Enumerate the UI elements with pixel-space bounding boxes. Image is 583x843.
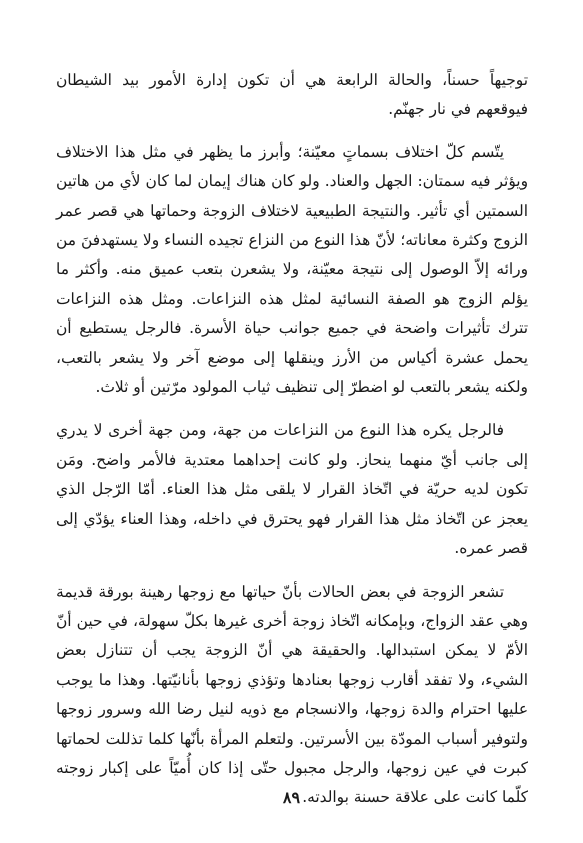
paragraph-3: فالرجل يكره هذا النوع من النزاعات من جهة، ومن جهة أخرى لا يدري إلى جانب أيّ منهما ينحاز. ولو كانت إحداهما معتدية فالأمر واضح. ومَن تكون لديه حريّة في اتّخاذ القرار لا يلقى مثل هذا العناء. أمّا الرّجل الذي يعجز عن اتّخاذ مثل هذا القرار فهو يحترق في داخله، وهذا العناء يؤدّي إلى قصر عمره. xyxy=(56,421,528,558)
paragraph-1: توجيهاً حسناً، والحالة الرابعة هي أن تكون إدارة الأمور بيد الشيطان فيوقعهم في نار جهنّم. xyxy=(56,71,528,119)
paragraph-2: يتّسم كلّ اختلاف بسماتٍ معيّنة؛ وأبرز ما يظهر في مثل هذا الاختلاف ويؤثر فيه سمتان: الجهل والعناد. ولو كان هناك إيمان لما كان لأي من هاتين السمتين أي تأثير. والنتيجة الطبيعية لاختلاف الزوجة وحماتها هي قصر عمر الزوج وكثرة معاناته؛ لأنّ هذا النوع من النزاع تجيده النساء ولا يستهدفنَ من ورائه إلاّ الوصول إلى نتيجة معيّنة، ولا يشعرن بتعب عميق منه. وأكثر ما يؤلم الزوج هو الصفة النسائية لمثل هذه النزاعات. ومثل هذه النزاعات تترك تأثيرات واضحة في جميع جوانب حياة الأسرة. فالرجل يستطيع أن يحمل عشرة أكياس من الأرز وينقلها إلى موضع آخر ولا يشعر بالتعب، ولكنه يشعر بالتعب لو اضطرّ إلى تنظيف ثياب المولود مرّتين أو ثلاث. xyxy=(56,142,528,397)
page-body xyxy=(56,66,528,813)
page-number: ٨٩ xyxy=(282,788,301,807)
paragraph-4: تشعر الزوجة في بعض الحالات بأنّ حياتها مع زوجها رهينة بورقة قديمة وهي عقد الزواج، وبإمكانه اتّخاذ زوجة أخرى غيرها بكلّ سهولة، في حين أنّ الأمّ لا يمكن استبدالها. والحقيقة هي أنّ الزوجة يجب أن تتنازل بعض الشيء، ولا تفقد أقارب زوجها بعنادها وتؤذي زوجها بأنانيّتها. وهذا ما يوجب عليها احترام والدة زوجها، والانسجام مع ذويه لنيل رضا الله وسرور زوجها ولتوفير أسباب المودّة بين الأسرتين. ولتعلم المرأة بأنّها كلما تذللت لحماتها كبرت في عين زوجها، والرجل مجبول حتّى إذا كان أُميّاً على إكبار زوجته كلّما كانت على علاقة حسنة بوالدته. xyxy=(56,582,528,807)
